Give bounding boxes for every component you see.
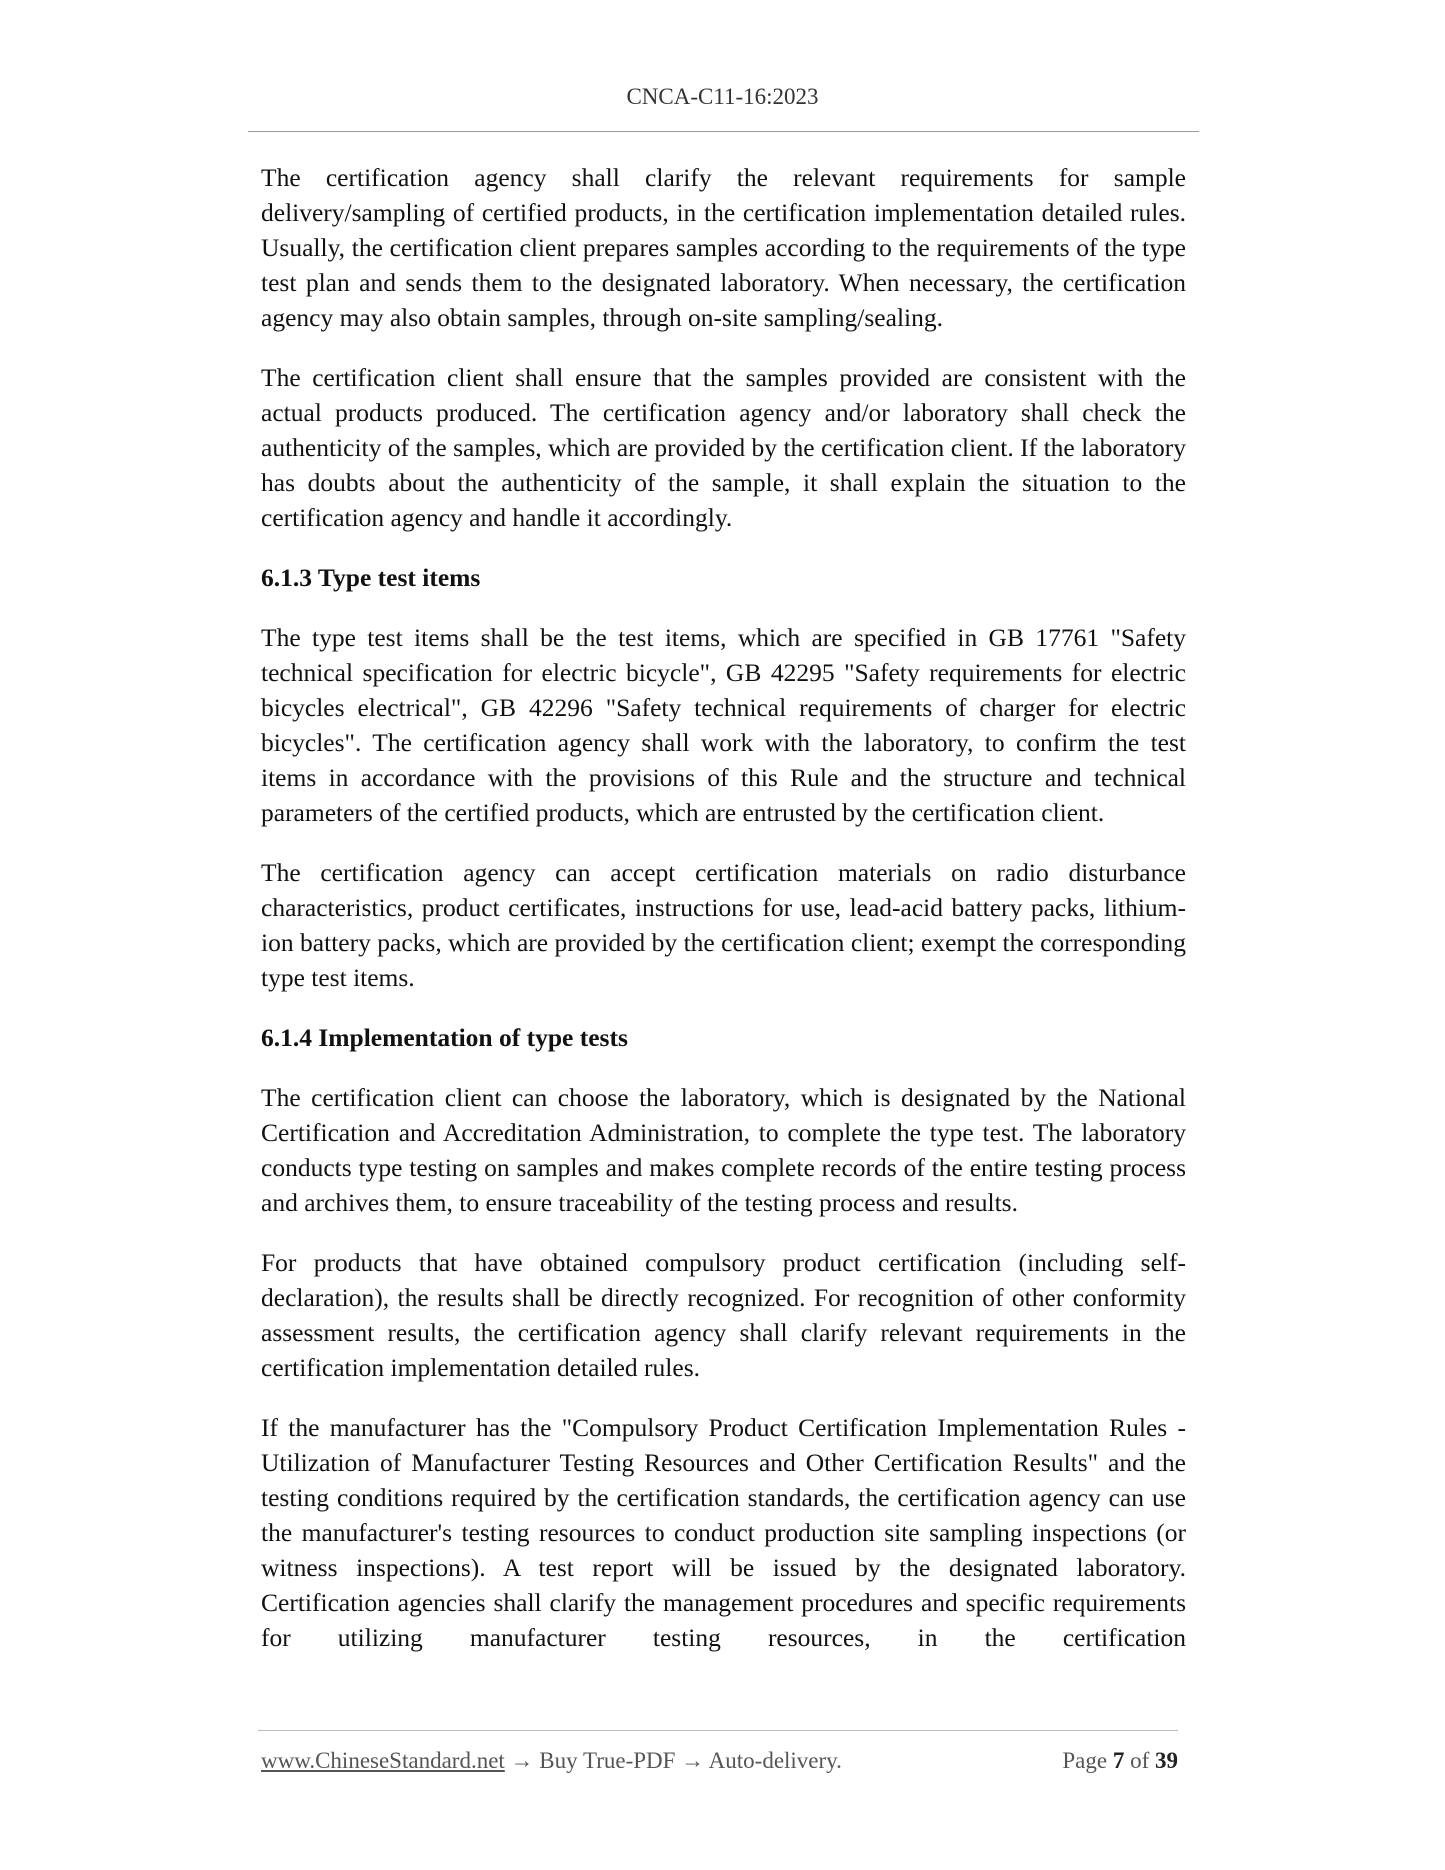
- page-number: [1062, 1748, 1178, 1774]
- section-heading-6-1-4: 6.1.4 Implementation of type tests: [261, 1023, 628, 1052]
- page-content: [261, 160, 1186, 1698]
- page-footer: [261, 1748, 1178, 1782]
- paragraph-manufacturer-resources: If the manufacturer has the "Compulsory Product Certification Implementation Rules - Utilization of Manufacturer Testing Resources and Other Certification Results" and the testing conditions required by the certification standards, the certification agency can use the manufacturer's testing resources to conduct production site sampling inspections (or witness inspections). A test report will be issued by the designated laboratory. Certification agencies shall clarify the management procedures and specific requirements for utilizing manufacturer testing resources, in the certification: [261, 1413, 1186, 1652]
- paragraph-sample-delivery: The certification agency shall clarify the relevant requirements for sample delivery/sampling of certified products, in the certification implementation detailed rules. Usually, the certification client prepares samples according to the requirements of the type test plan and sends them to the designated laboratory. When necessary, the certification agency may also obtain samples, through on-site sampling/sealing.: [261, 163, 1186, 332]
- paragraph-recognition: For products that have obtained compulsory product certification (including self-declaration), the results shall be directly recognized. For recognition of other conformity assessment results, the certification agency shall clarify relevant requirements in the certification implementation detailed rules.: [261, 1248, 1186, 1382]
- header-divider: [248, 131, 1199, 132]
- paragraph-type-test-items: The type test items shall be the test items, which are specified in GB 17761 "Safety technical specification for electric bicycle", GB 42295 "Safety requirements for electric bicycles electrical", GB 42296 "Safety technical requirements of charger for electric bicycles". The certification agency shall work with the laboratory, to confirm the test items in accordance with the provisions of this Rule and the structure and technical parameters of the certified products, which are entrusted by the certification client.: [261, 623, 1186, 827]
- of-label: of: [1130, 1748, 1150, 1773]
- document-code-header: CNCA-C11-16:2023: [626, 84, 819, 109]
- section-heading-6-1-3: 6.1.3 Type test items: [261, 563, 481, 592]
- current-page: 7: [1112, 1748, 1125, 1773]
- total-pages: 39: [1155, 1748, 1178, 1773]
- paragraph-exempt-items: The certification agency can accept certification materials on radio disturbance characteristics, product certificates, instructions for use, lead-acid battery packs, lithium-ion battery packs, which are provided by the certification client; exempt the corresponding type test items.: [261, 858, 1186, 992]
- site-link[interactable]: www.ChineseStandard.net: [261, 1748, 505, 1773]
- paragraph-sample-authenticity: The certification client shall ensure that the samples provided are consistent with the actual products produced. The certification agency and/or laboratory shall check the authenticity of the samples, which are provided by the certification client. If the laboratory has doubts about the authenticity of the sample, it shall explain the situation to the certification agency and handle it accordingly.: [261, 363, 1186, 532]
- footer-divider: [258, 1730, 1178, 1731]
- footer-promo: [261, 1748, 842, 1774]
- footer-tagline: → Buy True-PDF → Auto-delivery.: [504, 1748, 842, 1773]
- page-label: Page: [1062, 1748, 1108, 1773]
- paragraph-laboratory-choice: The certification client can choose the laboratory, which is designated by the National Certification and Accreditation Administration, to complete the type test. The laboratory conducts type testing on samples and makes complete records of the entire testing process and archives them, to ensure traceability of the testing process and results.: [261, 1083, 1186, 1217]
